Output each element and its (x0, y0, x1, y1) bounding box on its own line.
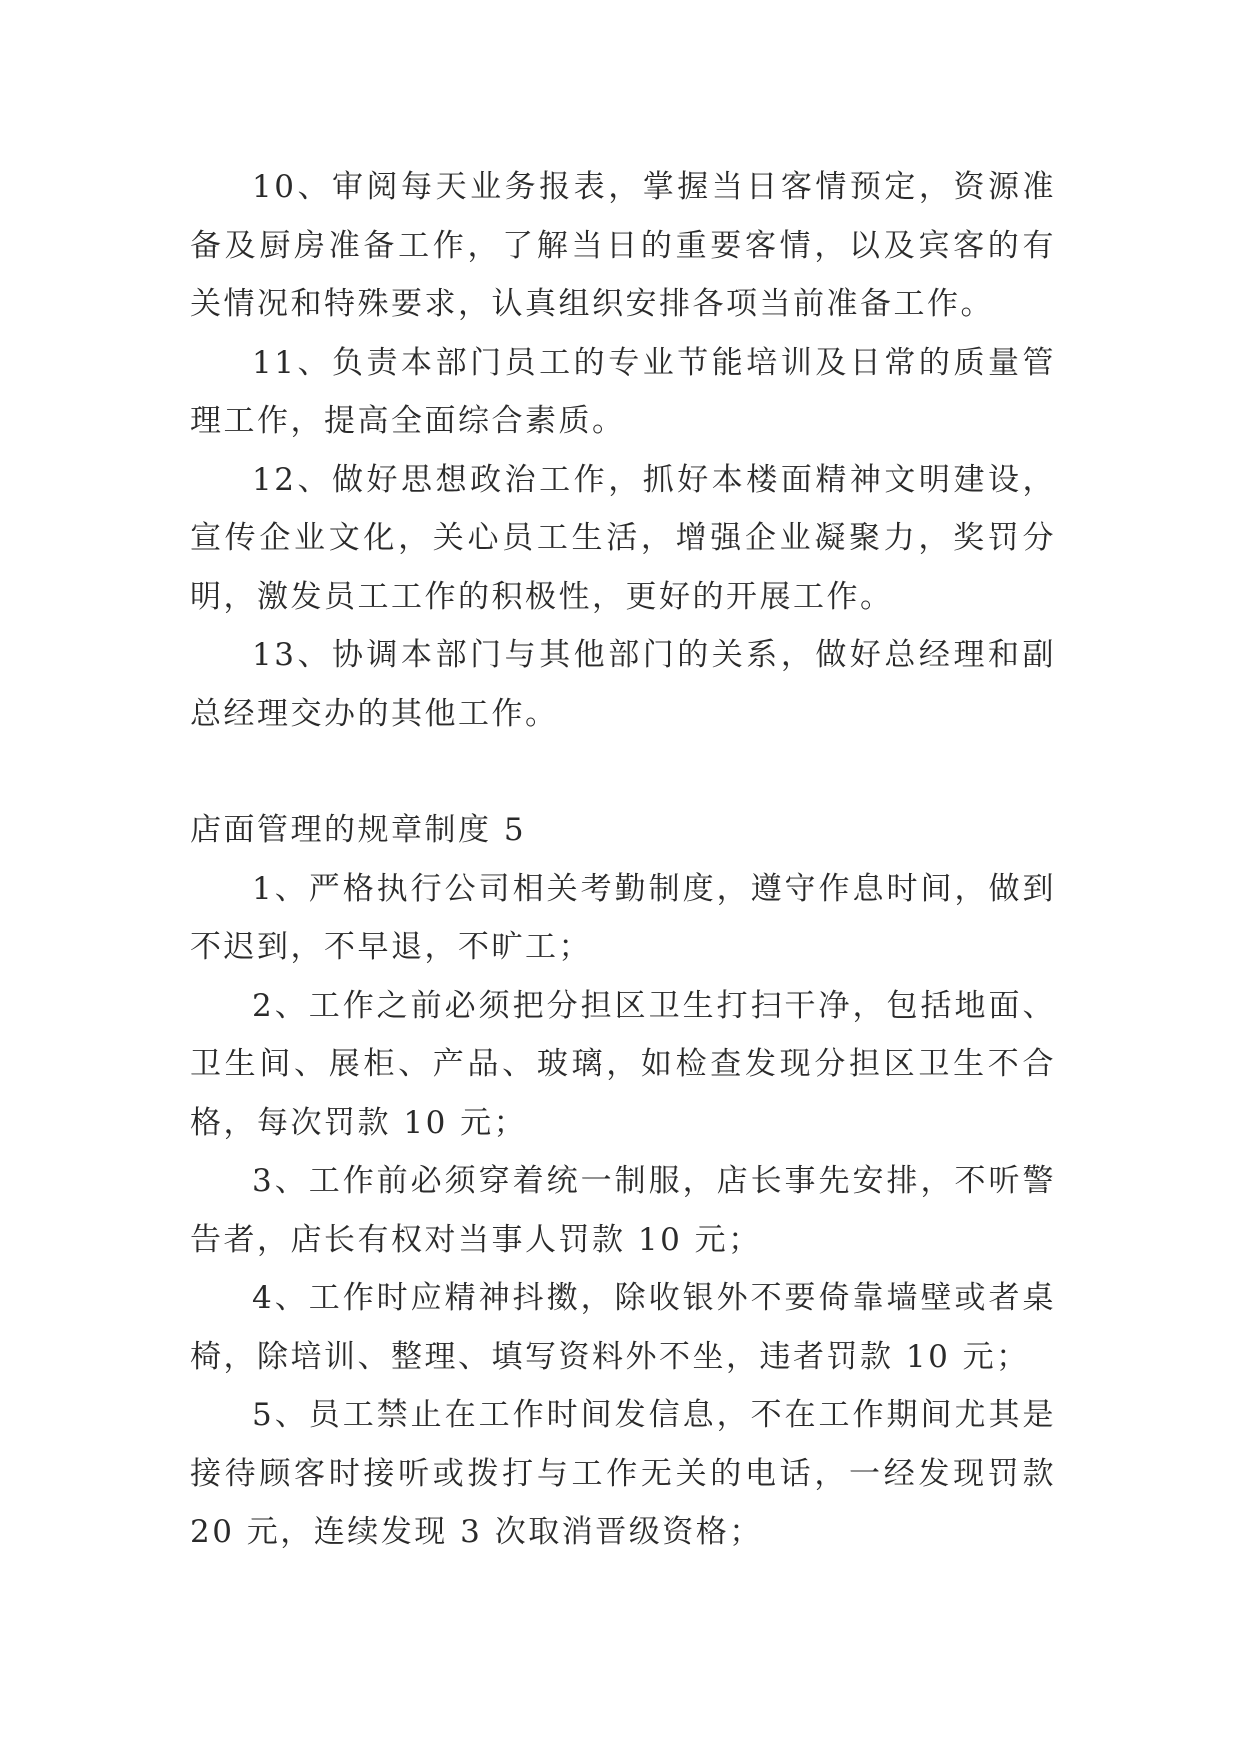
paragraph-item-10: 10、审阅每天业务报表，掌握当日客情预定，资源准备及厨房准备工作，了解当日的重要客情，以及宾客的有关情况和特殊要求，认真组织安排各项当前准备工作。 (190, 169, 1056, 322)
rule-item-3: 3、工作前必须穿着统一制服，店长事先安排，不听警告者，店长有权对当事人罚款 10 元； (190, 1163, 1056, 1258)
section-title: 店面管理的规章制度 5 (190, 812, 527, 848)
rule-item-5: 5、员工禁止在工作时间发信息，不在工作期间尤其是接待顾客时接听或拨打与工作无关的电话，一经发现罚款 20 元，连续发现 3 次取消晋级资格； (190, 1397, 1056, 1550)
rule-item-2: 2、工作之前必须把分担区卫生打扫干净，包括地面、卫生间、展柜、产品、玻璃，如检查发现分担区卫生不合格，每次罚款 10 元； (190, 987, 1056, 1141)
document-body (190, 158, 1056, 1562)
rule-item-1: 1、严格执行公司相关考勤制度，遵守作息时间，做到不迟到，不早退，不旷工； (190, 870, 1056, 965)
paragraph-item-11: 11、负责本部门员工的专业节能培训及日常的质量管理工作，提高全面综合素质。 (190, 344, 1056, 439)
paragraph-item-12: 12、做好思想政治工作，抓好本楼面精神文明建设，宣传企业文化，关心员工生活，增强企业凝聚力，奖罚分明，激发员工工作的积极性，更好的开展工作。 (190, 461, 1056, 615)
paragraph-item-13: 13、协调本部门与其他部门的关系，做好总经理和副总经理交办的其他工作。 (190, 637, 1056, 732)
rule-item-4: 4、工作时应精神抖擞，除收银外不要倚靠墙壁或者桌椅，除培训、整理、填写资料外不坐，违者罚款 10 元； (190, 1280, 1056, 1375)
